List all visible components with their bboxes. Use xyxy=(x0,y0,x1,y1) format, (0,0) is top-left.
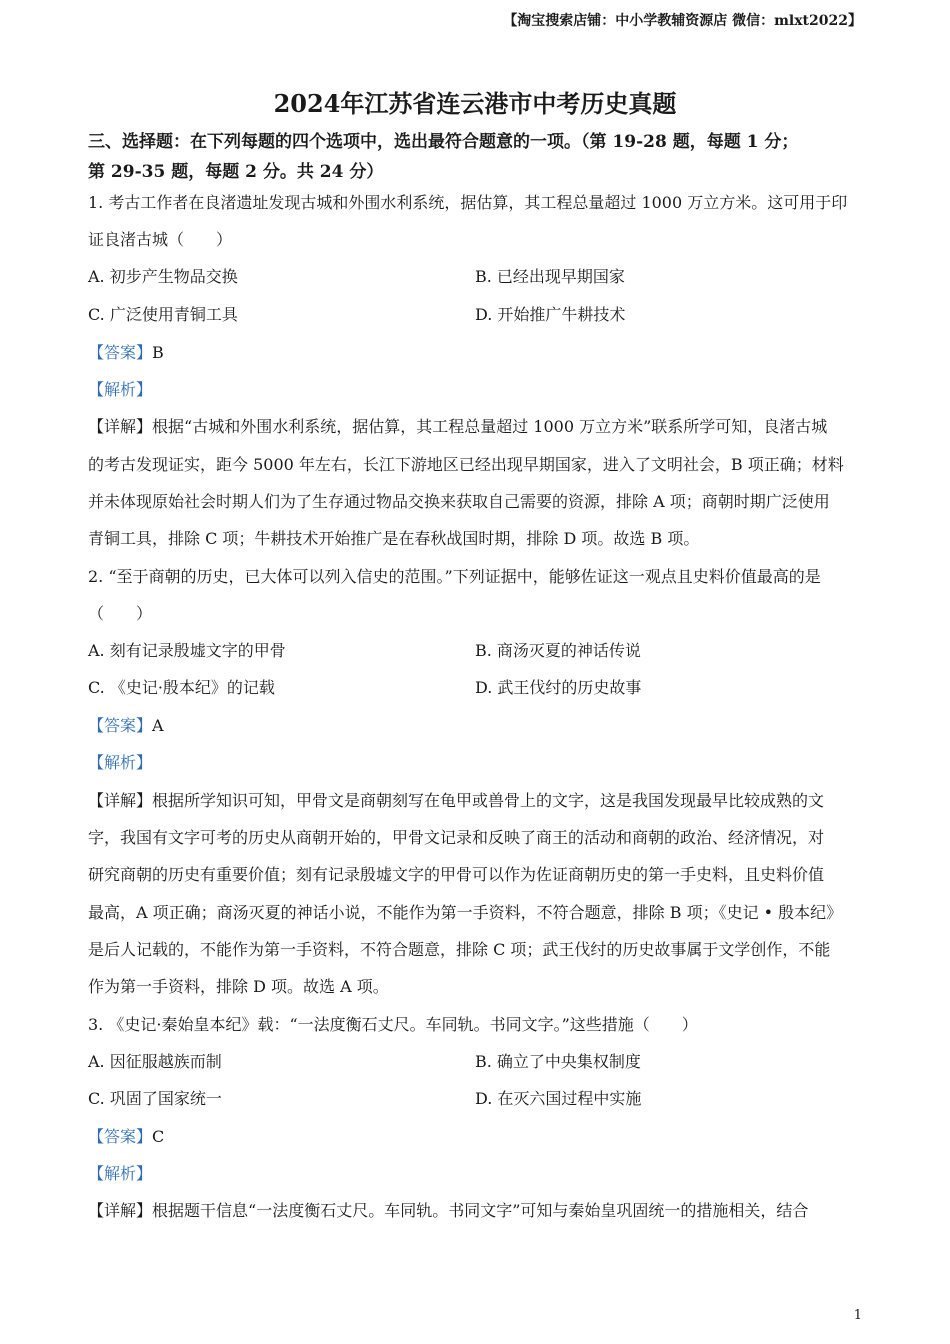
header-note: 【淘宝搜索店铺：中小学教辅资源店 微信：mlxt2022】 xyxy=(503,13,862,29)
question-3-option-a: A. 因征服越族而制 xyxy=(88,1052,222,1071)
detail-text: 根据题干信息“一法度衡石丈尺。车同轨。书同文字”可知与秦始皇巩固统一的措施相关，结合 xyxy=(152,1201,809,1220)
detail-tag: 【详解】 xyxy=(88,791,153,810)
question-2-detail-line-4: 最高，A 项正确；商汤灭夏的神话小说，不能作为第一手资料，不符合题意，排除 B 项；《史记 • 殷本纪》 xyxy=(88,903,843,922)
question-2-option-b: B. 商汤灭夏的神话传说 xyxy=(475,641,641,660)
detail-text: 根据所学知识可知，甲骨文是商朝刻写在龟甲或兽骨上的文字，这是我国发现最早比较成熟的文 xyxy=(152,791,825,810)
section-instructions-line-1: 三、选择题：在下列每题的四个选项中，选出最符合题意的一项。（第 19-28 题，每题 1 分； xyxy=(88,132,799,152)
question-2-analysis-tag xyxy=(88,750,152,773)
question-2-detail-line-3: 研究商朝的历史有重要价值；刻有记录殷墟文字的甲骨可以作为佐证商朝历史的第一手史料，且史料价值 xyxy=(88,865,825,884)
question-1-detail-line-1 xyxy=(88,414,827,437)
question-3-answer xyxy=(88,1124,164,1147)
detail-tag: 【详解】 xyxy=(88,1201,153,1220)
question-3-detail-line-1 xyxy=(88,1198,808,1221)
question-3-analysis-tag xyxy=(88,1161,152,1184)
detail-tag: 【详解】 xyxy=(88,417,153,436)
question-1-detail-line-2: 的考古发现证实，距今 5000 年左右，长江下游地区已经出现早期国家，进入了文明社会，B 项正确；材料 xyxy=(88,455,844,474)
question-2-detail-line-6: 作为第一手资料，排除 D 项。故选 A 项。 xyxy=(88,977,389,996)
question-1-stem-line-1: 1. 考古工作者在良渚遗址发现古城和外围水利系统，据估算，其工程总量超过 1000 万立方米。这可用于印 xyxy=(88,193,848,212)
analysis-tag: 【解析】 xyxy=(88,1164,153,1183)
document-title: 2024年江苏省连云港市中考历史真题 xyxy=(273,89,677,118)
question-1-answer xyxy=(88,340,164,363)
answer-tag: 【答案】 xyxy=(88,716,153,735)
question-1-option-b: B. 已经出现早期国家 xyxy=(475,267,625,286)
question-2-detail-line-2: 字，我国有文字可考的历史从商朝开始的，甲骨文记录和反映了商王的活动和商朝的政治、经济情况，对 xyxy=(88,828,825,847)
answer-value: A xyxy=(152,716,164,735)
answer-tag: 【答案】 xyxy=(88,1127,153,1146)
question-1-analysis-tag xyxy=(88,377,152,400)
question-2-detail-line-1 xyxy=(88,788,824,811)
question-2-option-a: A. 刻有记录殷墟文字的甲骨 xyxy=(88,641,286,660)
question-2-stem-line-2: （ ） xyxy=(88,604,153,623)
analysis-tag: 【解析】 xyxy=(88,753,153,772)
question-1-detail-line-4: 青铜工具，排除 C 项；牛耕技术开始推广是在春秋战国时期，排除 D 项。故选 B 项。 xyxy=(88,529,700,548)
question-3-stem-line-1: 3. 《史记·秦始皇本纪》载：“一法度衡石丈尺。车同轨。书同文字。”这些措施（ ） xyxy=(88,1015,698,1034)
question-1-option-c: C. 广泛使用青铜工具 xyxy=(88,305,238,324)
question-1-stem-line-2: 证良渚古城（ ） xyxy=(88,230,233,249)
question-1-option-a: A. 初步产生物品交换 xyxy=(88,267,238,286)
question-2-option-c: C. 《史记·殷本纪》的记载 xyxy=(88,678,275,697)
section-instructions-line-2: 第 29-35 题，每题 2 分。共 24 分） xyxy=(88,162,384,182)
page-number: 1 xyxy=(853,1308,862,1323)
question-3-option-d: D. 在灭六国过程中实施 xyxy=(475,1089,642,1108)
analysis-tag: 【解析】 xyxy=(88,380,153,399)
question-2-detail-line-5: 是后人记载的，不能作为第一手资料，不符合题意，排除 C 项；武王伐纣的历史故事属于文学创作，不能 xyxy=(88,940,831,959)
question-1-detail-line-3: 并未体现原始社会时期人们为了生存通过物品交换来获取自己需要的资源，排除 A 项；商朝时期广泛使用 xyxy=(88,492,830,511)
answer-value: B xyxy=(152,343,164,362)
detail-text: 根据“古城和外围水利系统，据估算，其工程总量超过 1000 万立方米”联系所学可知，良渚古城 xyxy=(152,417,828,436)
question-2-stem-line-1: 2. “至于商朝的历史，已大体可以列入信史的范围。”下列证据中，能够佐证这一观点且史料价值最高的是 xyxy=(88,567,821,586)
question-1-option-d: D. 开始推广牛耕技术 xyxy=(475,305,626,324)
question-3-option-b: B. 确立了中央集权制度 xyxy=(475,1052,641,1071)
answer-tag: 【答案】 xyxy=(88,343,153,362)
question-3-option-c: C. 巩固了国家统一 xyxy=(88,1089,222,1108)
question-2-option-d: D. 武王伐纣的历史故事 xyxy=(475,678,642,697)
answer-value: C xyxy=(152,1127,165,1146)
question-2-answer xyxy=(88,713,164,736)
